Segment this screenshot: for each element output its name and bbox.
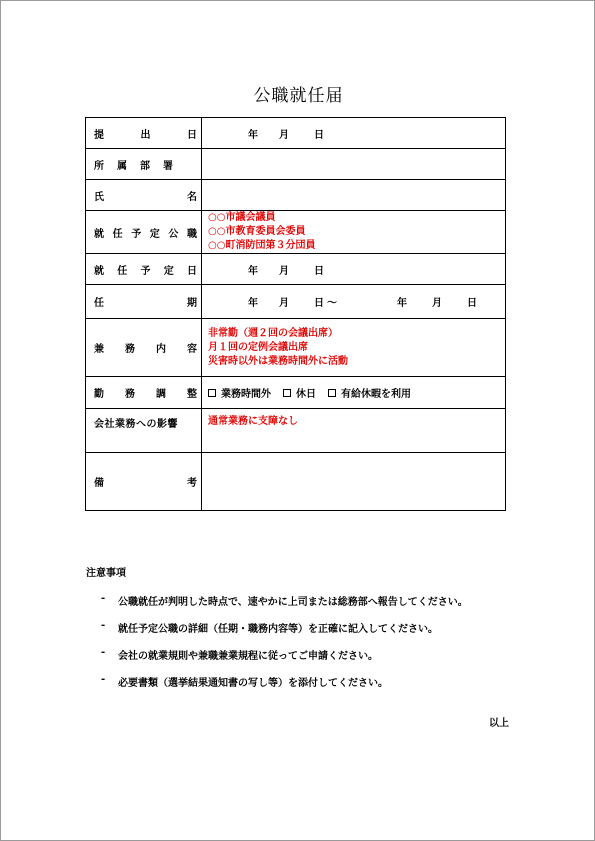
bullet: - (101, 593, 106, 604)
label-char: 氏 (94, 191, 104, 203)
form-table (85, 117, 506, 511)
row-impact (86, 409, 506, 453)
day-label: 日 (314, 265, 324, 277)
label-duties (86, 319, 202, 377)
duties-line: 月１回の定例会議出席 (208, 341, 308, 353)
label-char: 属 (117, 160, 127, 172)
public-office-field[interactable] (202, 211, 506, 254)
option-holiday[interactable] (283, 385, 316, 400)
year-label: 年 (248, 265, 258, 277)
name-field[interactable] (202, 180, 506, 211)
label-char: 務 (125, 389, 135, 400)
label-impact (86, 409, 202, 453)
row-duties (86, 319, 506, 377)
note-text: 必要書類（選挙結果通知書の写し等）を添付してください。 (118, 678, 388, 689)
impact-field[interactable] (202, 409, 506, 453)
year-label: 年 (248, 298, 258, 309)
bullet: - (101, 620, 106, 631)
label-char: 兼 (94, 344, 104, 355)
row-adjustment (86, 377, 506, 409)
row-department (86, 149, 506, 180)
label-char: 出 (140, 129, 151, 141)
duties-field[interactable] (202, 319, 506, 377)
label-department (86, 149, 202, 180)
label-char: 名 (187, 191, 197, 203)
label-remarks (86, 453, 202, 511)
label-char: 任 (117, 265, 128, 277)
option-label: 有給休暇を利用 (341, 389, 411, 400)
label-spread (94, 474, 197, 489)
label-adjustment (86, 377, 202, 409)
note-item (101, 647, 378, 662)
label-char: 内 (156, 344, 166, 355)
label-char: 部 (140, 160, 150, 172)
day-label: 日 (314, 129, 324, 141)
label-public-office (86, 211, 202, 254)
start-date-field[interactable] (202, 254, 506, 285)
notes-title: 注意事項 (86, 568, 126, 579)
option-label: 業務時間外 (221, 389, 271, 400)
department-field[interactable] (202, 149, 506, 180)
filing-date-field[interactable] (202, 118, 506, 149)
label-char: 予 (140, 265, 151, 277)
checkbox[interactable] (283, 389, 291, 397)
label-spread (94, 262, 197, 277)
year-label: 年 (248, 129, 258, 141)
note-text: 就任予定公職の詳細（任期・職務内容等）を正確に記入してください。 (118, 624, 438, 635)
label-spread (94, 157, 197, 172)
label-char: 署 (163, 160, 173, 172)
option-outside-hours[interactable] (208, 385, 271, 400)
note-item (101, 593, 468, 608)
option-label: 休日 (296, 389, 316, 400)
label-char: 提 (94, 129, 104, 141)
impact-label: 会社業務への影響 (94, 419, 178, 430)
row-name (86, 180, 506, 211)
checkbox[interactable] (328, 389, 336, 397)
label-spread (94, 294, 197, 309)
label-char: 任 (94, 298, 104, 309)
row-remarks (86, 453, 506, 511)
label-char: 公 (168, 228, 179, 240)
note-text: 会社の就業規則や兼職兼業規程に従ってご申請ください。 (118, 651, 378, 662)
row-start-date (86, 254, 506, 285)
row-public-office (86, 211, 506, 254)
day-label: 日 (314, 298, 324, 309)
label-char: 日 (187, 129, 197, 141)
label-char: 調 (156, 389, 166, 400)
month-label: 月 (279, 298, 289, 309)
public-office-line: ○○市議会議員 (208, 212, 276, 223)
label-spread (94, 126, 197, 141)
impact-value: 通常業務に支障なし (208, 416, 298, 427)
label-char: 予 (131, 228, 142, 240)
label-term (86, 285, 202, 319)
month-label: 月 (279, 129, 289, 141)
label-spread (94, 225, 197, 240)
label-char: 備 (94, 478, 104, 489)
note-item (101, 620, 438, 635)
bullet: - (101, 674, 106, 685)
remarks-field[interactable] (202, 453, 506, 511)
label-spread (94, 188, 197, 203)
label-char: 考 (187, 478, 197, 489)
label-char: 就 (94, 265, 104, 277)
year-label: 年 (397, 298, 407, 309)
public-office-line: ○○町消防団第３分団員 (208, 240, 316, 251)
label-char: 期 (187, 298, 197, 309)
note-text: 公職就任が判明した時点で、速やかに上司または総務部へ報告してください。 (118, 597, 468, 608)
tilde-label: ～ (327, 298, 337, 309)
option-paid-leave[interactable] (328, 385, 411, 400)
month-label: 月 (432, 298, 442, 309)
month-label: 月 (279, 265, 289, 277)
label-spread (94, 340, 197, 355)
label-char: 所 (94, 160, 104, 172)
label-char: 職 (186, 228, 197, 240)
day-label: 日 (467, 298, 477, 309)
note-item (101, 674, 388, 689)
checkbox[interactable] (208, 389, 216, 397)
adjustment-field (202, 377, 506, 409)
row-filing-date (86, 118, 506, 149)
label-char: 日 (187, 265, 197, 277)
document-title: 公職就任届 (253, 86, 344, 106)
duties-line: 災害時以外は業務時間外に活動 (208, 355, 348, 367)
label-char: 定 (149, 228, 160, 240)
label-name (86, 180, 202, 211)
label-filing-date (86, 118, 202, 149)
label-char: 容 (187, 344, 197, 355)
label-char: 務 (125, 344, 135, 355)
label-char: 任 (112, 228, 123, 240)
label-spread (94, 385, 197, 400)
closing-text: 以上 (489, 718, 509, 729)
row-term (86, 285, 506, 319)
label-char: 定 (163, 265, 174, 277)
bullet: - (101, 647, 106, 658)
label-start-date (86, 254, 202, 285)
term-field[interactable] (202, 285, 506, 319)
label-char: 整 (187, 389, 197, 400)
label-char: 就 (94, 228, 104, 240)
duties-line: 非常勤（週２回の会議出席） (208, 327, 338, 339)
public-office-line: ○○市教育委員会委員 (208, 226, 306, 237)
label-char: 勤 (94, 389, 104, 400)
